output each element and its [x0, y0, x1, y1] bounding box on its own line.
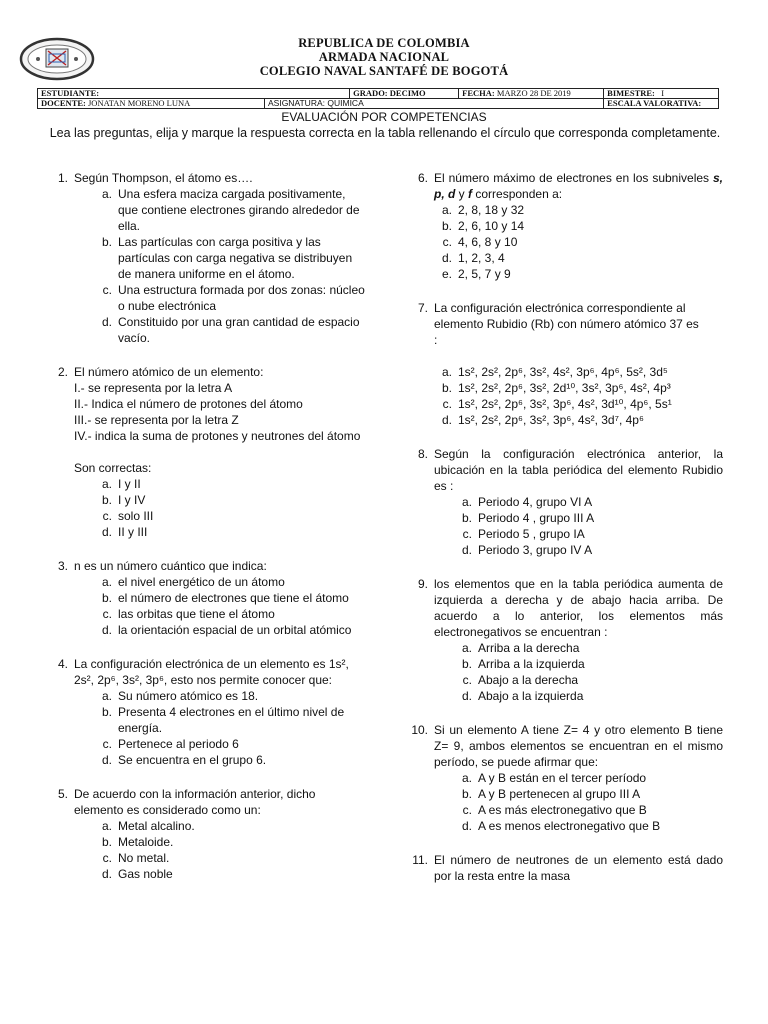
- question-text: La configuración electrónica correspondiente al elemento Rubidio (Rb) con número atómico 37 es :: [434, 301, 699, 347]
- header-armada: ARMADA NACIONAL: [318, 50, 450, 64]
- option-c[interactable]: c. Pertenece al periodo 6: [102, 737, 239, 751]
- question-1: 1. Según Thompson, el átomo es…. a. Una esfera maciza cargada positivamente, que contiene electrones girando alrededor de ella. b. Las partículas con carga positiva y las partículas con carga negativa se distribuyen de manera uniforme en el átomo. c. Una estructura formada por dos zonas: núcleo o nube electrónica d. Constituido por una gran cantidad de espacio vacío.: [38, 170, 368, 346]
- question-8: 8. Según la configuración electrónica anterior, la ubicación en la tabla periódica del elemento Rubidio es : a. Periodo 4, grupo VI A b. Periodo 4 , grupo III A c. Periodo 5 , grupo IA d. Periodo 3, grupo IV A: [417, 447, 723, 557]
- option-d[interactable]: d. A es menos electronegativo que B: [461, 819, 661, 833]
- option-d[interactable]: d. Periodo 3, grupo IV A: [461, 543, 593, 557]
- option-b[interactable]: b. 1s², 2s², 2p⁶, 3s², 2d¹⁰, 3s², 3p⁶, 4s², 4p³: [441, 381, 671, 395]
- question-7: 7. La configuración electrónica correspondiente al elemento Rubidio (Rb) con número atómico 37 es : a. 1s², 2s², 2p⁶, 3s², 4s², 3p⁶, 4p⁶, 5s², 3d⁵ b. 1s², 2s², 2p⁶, 3s², 2d¹⁰, 3s², 3p⁶, 4s², 4p³ c. 1s², 2s², 2p⁶, 3s², 3p⁶, 4s², 3d¹⁰, 4p⁶, 5s¹ d. 1s², 2s², 2p⁶, 3s², 3p⁶, 4s², 3d⁷, 4p⁶: [398, 300, 723, 428]
- option-c[interactable]: c. 4, 6, 8 y 10: [442, 235, 518, 249]
- left-column: [38, 170, 368, 900]
- question-10: 10. Si un elemento A tiene Z= 4 y otro elemento B tiene Z= 9, ambos elementos se encuentran en el mismo período, se puede afirmar que: a. A y B están en el tercer período b. A y B pertenecen al grupo III A c. A es más electronegativo que B d. A es menos electronegativo que B: [411, 723, 723, 833]
- question-text: Si un elemento A tiene Z= 4 y otro elemento B tiene Z= 9, ambos elementos se encuentran en el mismo período, se puede afirmar que:: [434, 723, 723, 769]
- option-a[interactable]: a. A y B están en el tercer período: [461, 771, 647, 785]
- option-b[interactable]: b. Las partículas con carga positiva y las partículas con carga negativa se distribuyen de manera uniforme en el átomo.: [101, 235, 353, 281]
- option-c[interactable]: c. 1s², 2s², 2p⁶, 3s², 3p⁶, 4s², 3d¹⁰, 4p⁶, 5s¹: [442, 397, 672, 411]
- question-5: 5. De acuerdo con la información anterior, dicho elemento es considerado como un: a. Metal alcalino. b. Metaloide. c. No metal. d. Gas noble: [38, 786, 368, 882]
- option-c[interactable]: c. No metal.: [102, 851, 170, 865]
- option-a[interactable]: a. Su número atómico es 18.: [101, 689, 259, 703]
- question-6: 6. El número máximo de electrones en los subniveles s, p, d y f corresponden a: a. 2, 8, 18 y 32 b. 2, 6, 10 y 14 c. 4, 6, 8 y 10 d. 1, 2, 3, 4 e. 2, 5, 7 y 9: [417, 171, 723, 281]
- header-school: COLEGIO NAVAL SANTAFÉ DE BOGOTÁ: [259, 64, 509, 78]
- question-2: 2. El número atómico de un elemento: I.- se representa por la letra A II.- Indica el número de protones del átomo III.- se representa por la letra Z IV.- indica la suma de protones y neutrones del átomo Son correctas: a. I y II b. I y IV c. solo III d. II y III: [38, 364, 368, 540]
- option-c[interactable]: c. Una estructura formada por dos zonas: núcleo o nube electrónica: [102, 283, 365, 313]
- question-text: El número de neutrones de un elemento está dado por la resta entre la masa: [434, 853, 723, 883]
- option-c[interactable]: c. Abajo a la derecha: [462, 673, 579, 687]
- question-text: n es un número cuántico que indica:: [74, 559, 267, 573]
- sub-prompt: Son correctas:: [74, 461, 152, 475]
- option-a[interactable]: a. Arriba a la derecha: [461, 641, 580, 655]
- evaluation-title: EVALUACIÓN POR COMPETENCIAS: [281, 110, 487, 124]
- grading-scale-field[interactable]: ESCALA VALORATIVA:: [604, 99, 719, 109]
- option-b[interactable]: b. Presenta 4 electrones en el último nivel de energía.: [101, 705, 345, 735]
- option-d[interactable]: d. Se encuentra en el grupo 6.: [101, 753, 267, 767]
- student-info-table: [37, 88, 719, 109]
- option-b[interactable]: b. el número de electrones que tiene el átomo: [101, 591, 349, 605]
- option-a[interactable]: a. Metal alcalino.: [101, 819, 195, 833]
- option-a[interactable]: a. Una esfera maciza cargada positivamente, que contiene electrones girando alrededor de ella.: [101, 187, 360, 233]
- option-c[interactable]: c. solo III: [102, 509, 154, 523]
- question-text: Según Thompson, el átomo es….: [74, 171, 253, 185]
- statement-4: IV.- indica la suma de protones y neutrones del átomo: [74, 429, 361, 443]
- statement-3: III.- se representa por la letra Z: [74, 413, 239, 427]
- question-text: los elementos que en la tabla periódica aumenta de izquierda a derecha y de abajo hacia arriba. De acuerdo a lo anterior, los elementos más electronegativos se encuentran :: [434, 577, 723, 639]
- option-b[interactable]: b. Metaloide.: [101, 835, 174, 849]
- option-a[interactable]: a. I y II: [101, 477, 141, 491]
- date-field: FECHA: MARZO 28 DE 2019: [459, 89, 604, 99]
- question-text: La configuración electrónica de un elemento es 1s², 2s², 2p⁶, 3s², 3p⁶, esto nos permite conocer que:: [74, 657, 349, 687]
- question-3: 3. n es un número cuántico que indica: a. el nivel energético de un átomo b. el número de electrones que tiene el átomo c. las orbitas que tiene el átomo d. la orientación espacial de un orbital atómico: [38, 558, 368, 638]
- option-d[interactable]: d. Abajo a la izquierda: [461, 689, 584, 703]
- electron-configuration: 1s², 2s², 2p⁶, 3s², 3p⁶: [74, 657, 349, 687]
- option-b[interactable]: b. Arriba a la izquierda: [461, 657, 585, 671]
- option-b[interactable]: b. A y B pertenecen al grupo III A: [461, 787, 641, 801]
- question-text: El número máximo de electrones en los subniveles s, p, d y f corresponden a:: [434, 171, 723, 201]
- option-c[interactable]: c. las orbitas que tiene el átomo: [102, 607, 275, 621]
- grade-field: GRADO: DECIMO: [350, 89, 459, 99]
- subject-field: ASIGNATURA: QUIMICA: [265, 99, 604, 109]
- question-text: Según la configuración electrónica anterior, la ubicación en la tabla periódica del elemento Rubidio es :: [434, 447, 723, 493]
- question-9: 9. los elementos que en la tabla periódica aumenta de izquierda a derecha y de abajo hacia arriba. De acuerdo a lo anterior, los elementos más electronegativos se encuentran : a. Arriba a la derecha b. Arriba a la izquierda c. Abajo a la derecha d. Abajo a la izquierda: [417, 577, 723, 703]
- question-11: 11. El número de neutrones de un elemento está dado por la resta entre la masa: [412, 853, 723, 883]
- term-field: BIMESTRE: I: [604, 89, 719, 99]
- option-a[interactable]: a. 1s², 2s², 2p⁶, 3s², 4s², 3p⁶, 4p⁶, 5s², 3d⁵: [441, 365, 668, 379]
- option-a[interactable]: a. el nivel energético de un átomo: [101, 575, 285, 589]
- option-c[interactable]: c. Periodo 5 , grupo IA: [462, 527, 585, 541]
- option-b[interactable]: b. 2, 6, 10 y 14: [441, 219, 525, 233]
- option-c[interactable]: c. A es más electronegativo que B: [462, 803, 647, 817]
- option-e[interactable]: e. 2, 5, 7 y 9: [441, 267, 511, 281]
- question-text: El número atómico de un elemento:: [74, 365, 264, 379]
- option-b[interactable]: b. Periodo 4 , grupo III A: [461, 511, 595, 525]
- option-d[interactable]: d. II y III: [101, 525, 148, 539]
- instructions: Lea las preguntas, elija y marque la respuesta correcta en la tabla rellenando el círculo que corresponda completamente.: [49, 126, 721, 140]
- statement-2: II.- Indica el número de protones del átomo: [74, 397, 303, 411]
- question-text: De acuerdo con la información anterior, dicho elemento es considerado como un:: [74, 787, 316, 817]
- statement-1: I.- se representa por la letra A: [74, 381, 233, 395]
- right-column: [398, 170, 723, 902]
- question-4: 4. La configuración electrónica de un elemento es 1s², 2s², 2p⁶, 3s², 3p⁶, esto nos permite conocer que: a. Su número atómico es 18. b. Presenta 4 electrones en el último nivel de energía. c. Pertenece al periodo 6 d. Se encuentra en el grupo 6.: [38, 656, 368, 768]
- option-d[interactable]: d. Gas noble: [101, 867, 173, 881]
- option-d[interactable]: d. 1, 2, 3, 4: [441, 251, 505, 265]
- option-a[interactable]: a. 2, 8, 18 y 32: [441, 203, 525, 217]
- option-a[interactable]: a. Periodo 4, grupo VI A: [461, 495, 593, 509]
- option-d[interactable]: d. la orientación espacial de un orbital atómico: [101, 623, 352, 637]
- option-d[interactable]: d. 1s², 2s², 2p⁶, 3s², 3p⁶, 4s², 3d⁷, 4p⁶: [441, 413, 644, 427]
- option-b[interactable]: b. I y IV: [101, 493, 146, 507]
- student-field[interactable]: ESTUDIANTE:: [38, 89, 350, 99]
- option-d[interactable]: d. Constituido por una gran cantidad de espacio vacío.: [101, 315, 360, 345]
- header-country: REPUBLICA DE COLOMBIA: [298, 36, 470, 50]
- teacher-field: DOCENTE: JONATAN MORENO LUNA: [38, 99, 265, 109]
